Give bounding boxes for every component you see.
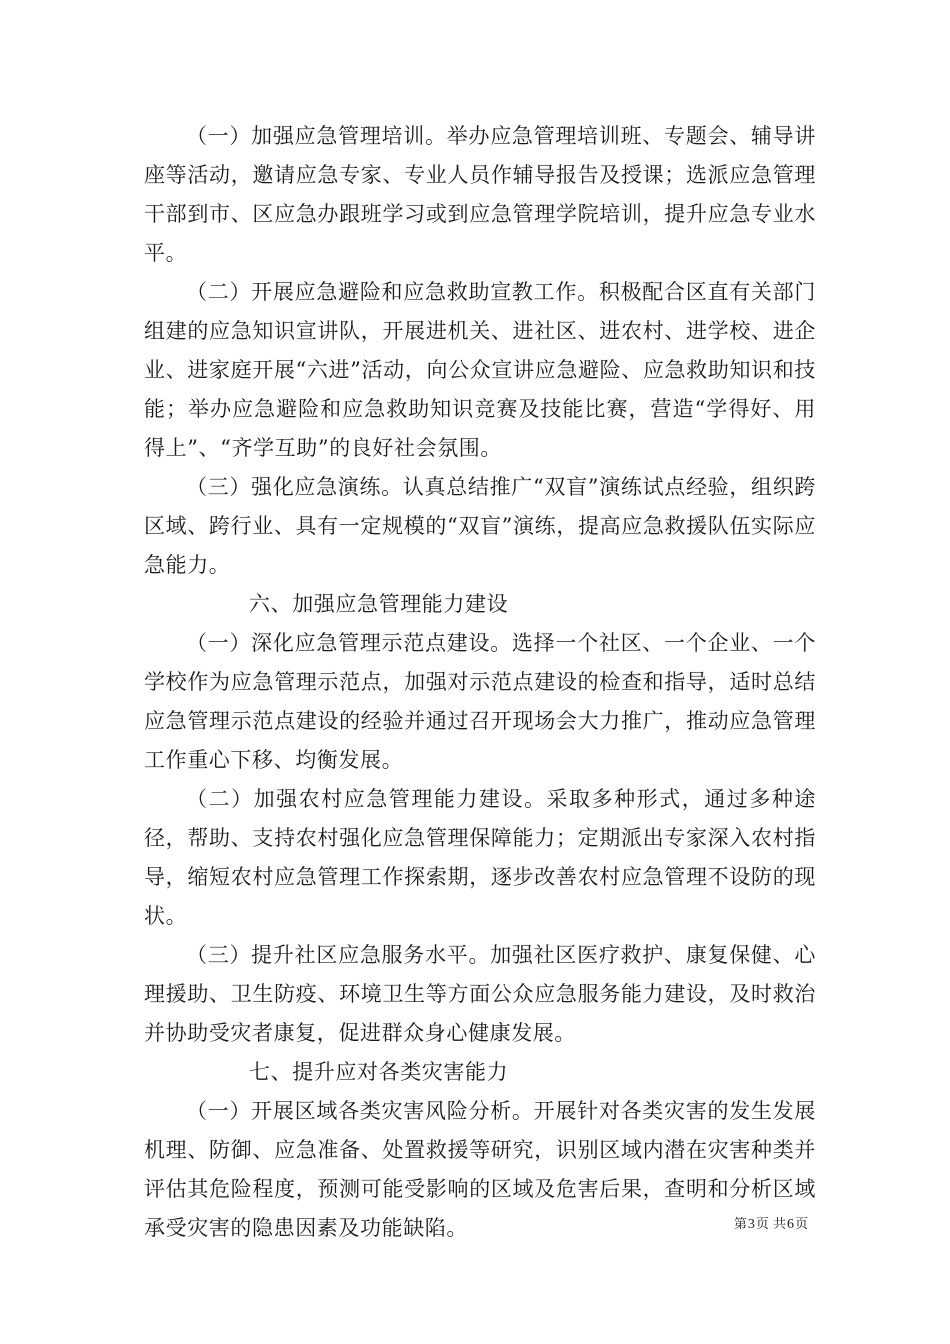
paragraph-demonstration: （一）深化应急管理示范点建设。选择一个社区、一个企业、一个学校作为应急管理示范点，加强对示范点建设的检查和指导，适时总结应急管理示范点建设的经验并通过召开现场会大力推广，推动应急管理工作重心下移、均衡发展。	[144, 631, 816, 772]
footer-prefix: 第	[733, 1217, 747, 1232]
page-total: 6	[786, 1217, 794, 1232]
paragraph-education: （二）开展应急避险和应急救助宣教工作。积极配合区直有关部门组建的应急知识宣讲队，开展进机关、进社区、进农村、进学校、进企业、进家庭开展“六进”活动，向公众宣讲应急避险、应急救助知识和技能；举办应急避险和应急救助知识竞赛及技能比赛，营造“学得好、用得上”、“齐学互助”的良好社会氛围。	[144, 280, 816, 460]
paragraph-risk-analysis: （一）开展区域各类灾害风险分析。开展针对各类灾害的发生发展机理、防御、应急准备、处置救援等研究，识别区域内潜在灾害种类并评估其危险程度，预测可能受影响的区域及危害后果，查明和分析区域承受灾害的隐患因素及功能缺陷。	[144, 1099, 816, 1240]
footer-middle: 页 共	[755, 1217, 786, 1232]
section-heading-seven: 七、提升应对各类灾害能力	[249, 1060, 509, 1084]
page-number: 3	[747, 1217, 755, 1232]
paragraph-drills: （三）强化应急演练。认真总结推广“双盲”演练试点经验，组织跨区域、跨行业、具有一定规模的“双盲”演练，提高应急救援队伍实际应急能力。	[144, 475, 816, 577]
document-body	[144, 117, 816, 1248]
page-footer	[0, 1216, 808, 1234]
paragraph-rural: （二）加强农村应急管理能力建设。采取多种形式，通过多种途径，帮助、支持农村强化应急管理保障能力；定期派出专家深入农村指导，缩短农村应急管理工作探索期，逐步改善农村应急管理不设防的现状。	[144, 787, 816, 928]
section-heading-six: 六、加强应急管理能力建设	[249, 592, 509, 616]
paragraph-community: （三）提升社区应急服务水平。加强社区医疗救护、康复保健、心理援助、卫生防疫、环境卫生等方面公众应急服务能力建设，及时救治并协助受灾者康复，促进群众身心健康发展。	[144, 943, 816, 1045]
footer-suffix: 页	[794, 1217, 808, 1232]
paragraph-training: （一）加强应急管理培训。举办应急管理培训班、专题会、辅导讲座等活动，邀请应急专家、专业人员作辅导报告及授课；选派应急管理干部到市、区应急办跟班学习或到应急管理学院培训，提升应急专业水平。	[144, 124, 816, 265]
